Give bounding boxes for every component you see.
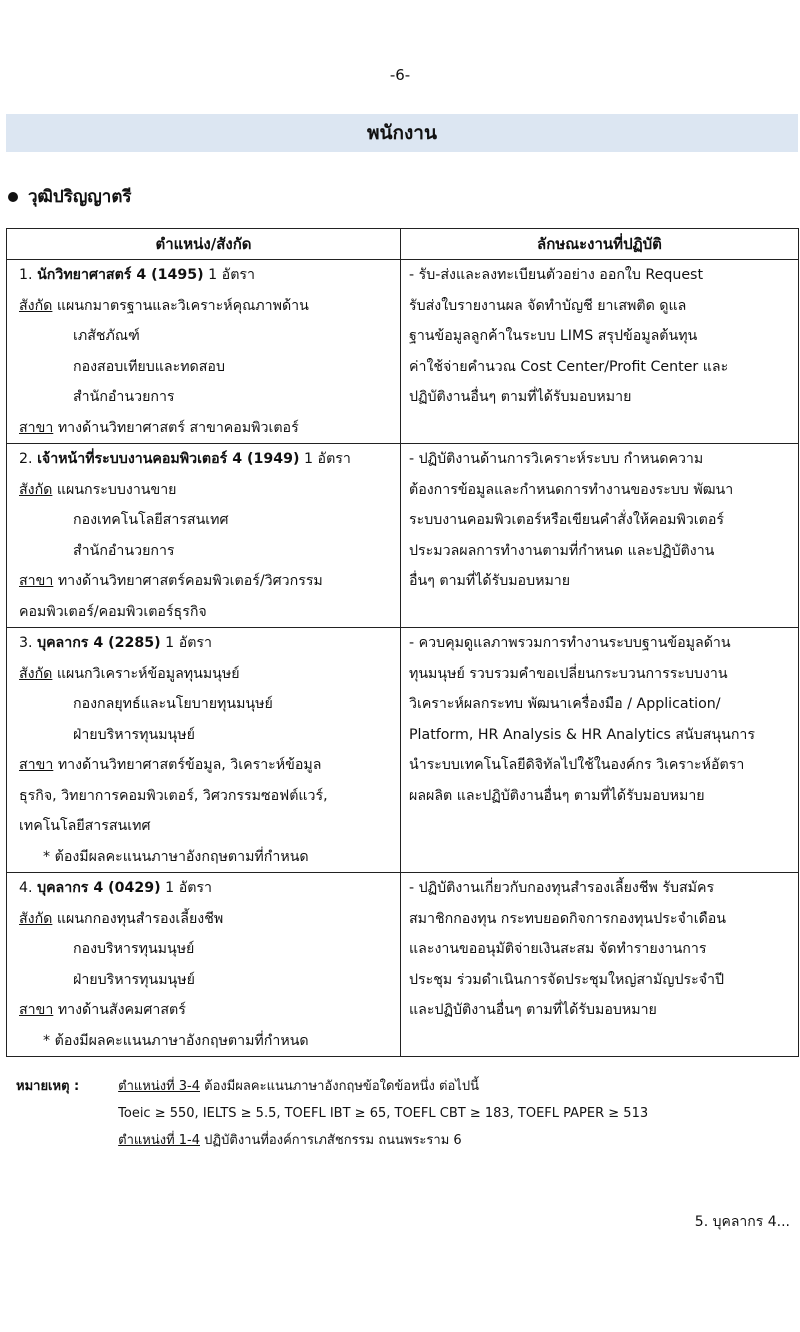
affiliation-text: กองเทคโนโลยีสารสนเทศ [73,512,229,528]
position-number: 1. [19,267,33,283]
affiliation-text: แผนกมาตรฐานและวิเคราะห์คุณภาพด้าน [56,297,309,314]
duty-text: รับส่งใบรายงานผล จัดทำบัญชี ยาเสพติด ดูแล [409,297,687,314]
duty-line [409,995,788,1026]
duty-text: วิเคราะห์ผลกระทบ พัฒนาเครื่องมือ / Application/ [409,696,721,712]
position-count: 1 อัตรา [165,880,213,896]
header-duties: ลักษณะงานที่ปฏิบัติ [401,229,799,260]
position-title: นักวิทยาศาสตร์ 4 (1495) [37,267,204,283]
duties-cell [401,260,799,444]
duty-text: ผลผลิต และปฏิบัติงานอื่นๆ ตามที่ได้รับมอบหมาย [409,787,705,804]
position-title: บุคลากร 4 (2285) [37,635,161,651]
duty-text: ปฏิบัติงานอื่นๆ ตามที่ได้รับมอบหมาย [409,389,632,405]
branch-text: ทางด้านวิทยาศาสตร์ สาขาคอมพิวเตอร์ [57,419,299,436]
branch-line [19,781,400,812]
position-title-line [19,444,400,475]
affiliation-line [19,659,400,690]
duty-line [409,382,788,413]
affiliation-text: แผนกวิเคราะห์ข้อมูลทุนมนุษย์ [56,665,240,682]
duty-text: ประชุม ร่วมดำเนินการจัดประชุมใหญ่สามัญประจำปี [409,971,724,988]
table-row [7,628,799,873]
position-cell [7,260,401,444]
language-note [19,842,400,873]
language-note-text: * ต้องมีผลคะแนนภาษาอังกฤษตามที่กำหนด [43,1032,309,1049]
duty-line [409,720,788,751]
duty-text: - รับ-ส่งและลงทะเบียนตัวอย่าง ออกใบ Request [409,267,704,283]
affiliation-line [19,352,400,383]
branch-text: เทคโนโลยีสารสนเทศ [19,818,151,834]
next-page-indicator: 5. บุคลากร 4... [694,1214,790,1230]
table-row [7,873,799,1057]
duty-line [409,689,788,720]
table-header-row [7,229,799,260]
section-title: พนักงาน [367,122,437,144]
affiliation-text: ฝ่ายบริหารทุนมนุษย์ [73,726,195,743]
duty-line [409,352,788,383]
branch-line [19,995,400,1026]
duty-text: ระบบงานคอมพิวเตอร์หรือเขียนคำสั่งให้คอมพิวเตอร์ [409,512,724,528]
duty-line [409,750,788,781]
branch-text: ธุรกิจ, วิทยาการคอมพิวเตอร์, วิศวกรรมซอฟต์แวร์, [19,787,328,804]
language-note-text: * ต้องมีผลคะแนนภาษาอังกฤษตามที่กำหนด [43,848,309,865]
duty-text: ทุนมนุษย์ รวบรวมคำขอเปลี่ยนกระบวนการระบบงาน [409,665,728,682]
language-note [19,1026,400,1057]
affiliation-line [19,689,400,720]
affiliation-line [19,965,400,996]
position-title: บุคลากร 4 (0429) [37,880,161,896]
position-count: 1 อัตรา [208,267,255,283]
branch-label: สาขา [19,757,54,773]
affiliation-text: กองบริหารทุนมนุษย์ [73,941,195,957]
position-number: 2. [19,451,33,467]
duty-line [409,873,788,904]
position-title-line [19,260,400,291]
affiliation-line [19,536,400,567]
affiliation-line [19,291,400,322]
affiliation-line [19,475,400,506]
duty-text: Platform, HR Analysis & HR Analytics สนับสนุนการ [409,726,755,743]
affiliation-label: สังกัด [19,910,53,927]
notes-line1: ต้องมีผลคะแนนภาษาอังกฤษข้อใดข้อหนึ่ง ต่อไปนี้ [204,1079,479,1094]
duty-line [409,321,788,352]
affiliation-line [19,934,400,965]
duty-line [409,628,788,659]
branch-label: สาขา [19,419,54,436]
position-cell [7,444,401,628]
branch-line [19,413,400,444]
affiliation-text: แผนกกองทุนสำรองเลี้ยงชีพ [56,910,224,927]
position-cell [7,873,401,1057]
duty-text: อื่นๆ ตามที่ได้รับมอบหมาย [409,573,571,589]
branch-line [19,750,400,781]
notes-ref-1-4: ตำแหน่งที่ 1-4 [118,1133,200,1148]
duty-line [409,781,788,812]
notes-label: หมายเหตุ : [16,1079,80,1094]
duty-line [409,904,788,935]
duties-cell [401,628,799,873]
branch-line [19,811,400,842]
duty-line [409,566,788,597]
position-title-line [19,628,400,659]
duty-text: และปฏิบัติงานอื่นๆ ตามที่ได้รับมอบหมาย [409,1002,657,1018]
position-title-line [19,873,400,904]
notes-ref-3-4: ตำแหน่งที่ 3-4 [118,1079,200,1094]
duty-text: ฐานข้อมูลลูกค้าในระบบ LIMS สรุปข้อมูลต้นทุน [409,328,698,344]
table-row [7,260,799,444]
degree-heading [8,183,132,210]
duty-text: นำระบบเทคโนโลยีดิจิทัลไปใช้ในองค์กร วิเคราะห์อัตรา [409,757,745,773]
branch-line [19,566,400,597]
affiliation-text: กองสอบเทียบและทดสอบ [73,358,225,375]
duty-line [409,934,788,965]
position-number: 4. [19,880,33,896]
affiliation-label: สังกัด [19,481,53,498]
duty-text: - ปฏิบัติงานด้านการวิเคราะห์ระบบ กำหนดความ [409,451,704,467]
branch-text: ทางด้านวิทยาศาสตร์ข้อมูล, วิเคราะห์ข้อมูล [57,757,322,773]
affiliation-text: สำนักอำนวยการ [73,542,175,559]
notes-scores: Toeic ≥ 550, IELTS ≥ 5.5, TOEFL IBT ≥ 65, TOEFL CBT ≥ 183, TOEFL PAPER ≥ 513 [118,1106,649,1121]
affiliation-text: กองกลยุทธ์และนโยบายทุนมนุษย์ [73,696,273,712]
table-row [7,444,799,628]
duty-text: ต้องการข้อมูลและกำหนดการทำงานของระบบ พัฒนา [409,481,734,498]
header-position: ตำแหน่ง/สังกัด [7,229,401,260]
bullet-icon [8,192,18,202]
affiliation-text: ฝ่ายบริหารทุนมนุษย์ [73,971,195,988]
position-title: เจ้าหน้าที่ระบบงานคอมพิวเตอร์ 4 (1949) [37,451,300,467]
branch-label: สาขา [19,573,54,589]
duty-line [409,475,788,506]
position-cell [7,628,401,873]
duty-line [409,965,788,996]
branch-text: คอมพิวเตอร์/คอมพิวเตอร์ธุรกิจ [19,603,207,620]
section-banner [6,114,798,152]
affiliation-line [19,505,400,536]
duty-line [409,444,788,475]
duty-text: - ปฏิบัติงานเกี่ยวกับกองทุนสำรองเลี้ยงชีพ รับสมัคร [409,880,715,896]
affiliation-label: สังกัด [19,297,53,314]
duty-line [409,260,788,291]
duty-text: และงานขออนุมัติจ่ายเงินสะสม จัดทำรายงานการ [409,941,707,957]
affiliation-text: เภสัชภัณฑ์ [73,328,140,344]
duties-cell [401,873,799,1057]
branch-text: ทางด้านสังคมศาสตร์ [57,1002,186,1018]
position-number: 3. [19,635,33,651]
duty-line [409,291,788,322]
branch-label: สาขา [19,1002,54,1018]
duty-text: สมาชิกกองทุน กระทบยอดกิจการกองทุนประจำเดือน [409,910,727,927]
position-count: 1 อัตรา [304,451,351,467]
position-count: 1 อัตรา [165,635,213,651]
duty-text: ค่าใช้จ่ายคำนวณ Cost Center/Profit Center และ [409,358,729,375]
duty-line [409,536,788,567]
affiliation-label: สังกัด [19,665,53,682]
affiliation-line [19,904,400,935]
duty-text: ประมวลผลการทำงานตามที่กำหนด และปฏิบัติงาน [409,542,715,559]
duties-cell [401,444,799,628]
affiliation-text: สำนักอำนวยการ [73,389,175,405]
affiliation-text: แผนกระบบงานขาย [56,481,177,498]
notes-section [16,1073,648,1154]
duty-text: - ควบคุมดูแลภาพรวมการทำงานระบบฐานข้อมูลด้าน [409,635,731,651]
duty-line [409,505,788,536]
degree-heading-text: วุฒิปริญญาตรี [28,187,132,207]
notes-line3: ปฏิบัติงานที่องค์การเภสัชกรรม ถนนพระราม 6 [204,1133,462,1148]
affiliation-line [19,321,400,352]
affiliation-line [19,720,400,751]
page-number: -6- [389,66,411,84]
positions-table [6,228,799,1057]
branch-line [19,597,400,628]
affiliation-line [19,382,400,413]
branch-text: ทางด้านวิทยาศาสตร์คอมพิวเตอร์/วิศวกรรม [57,573,323,589]
duty-line [409,659,788,690]
